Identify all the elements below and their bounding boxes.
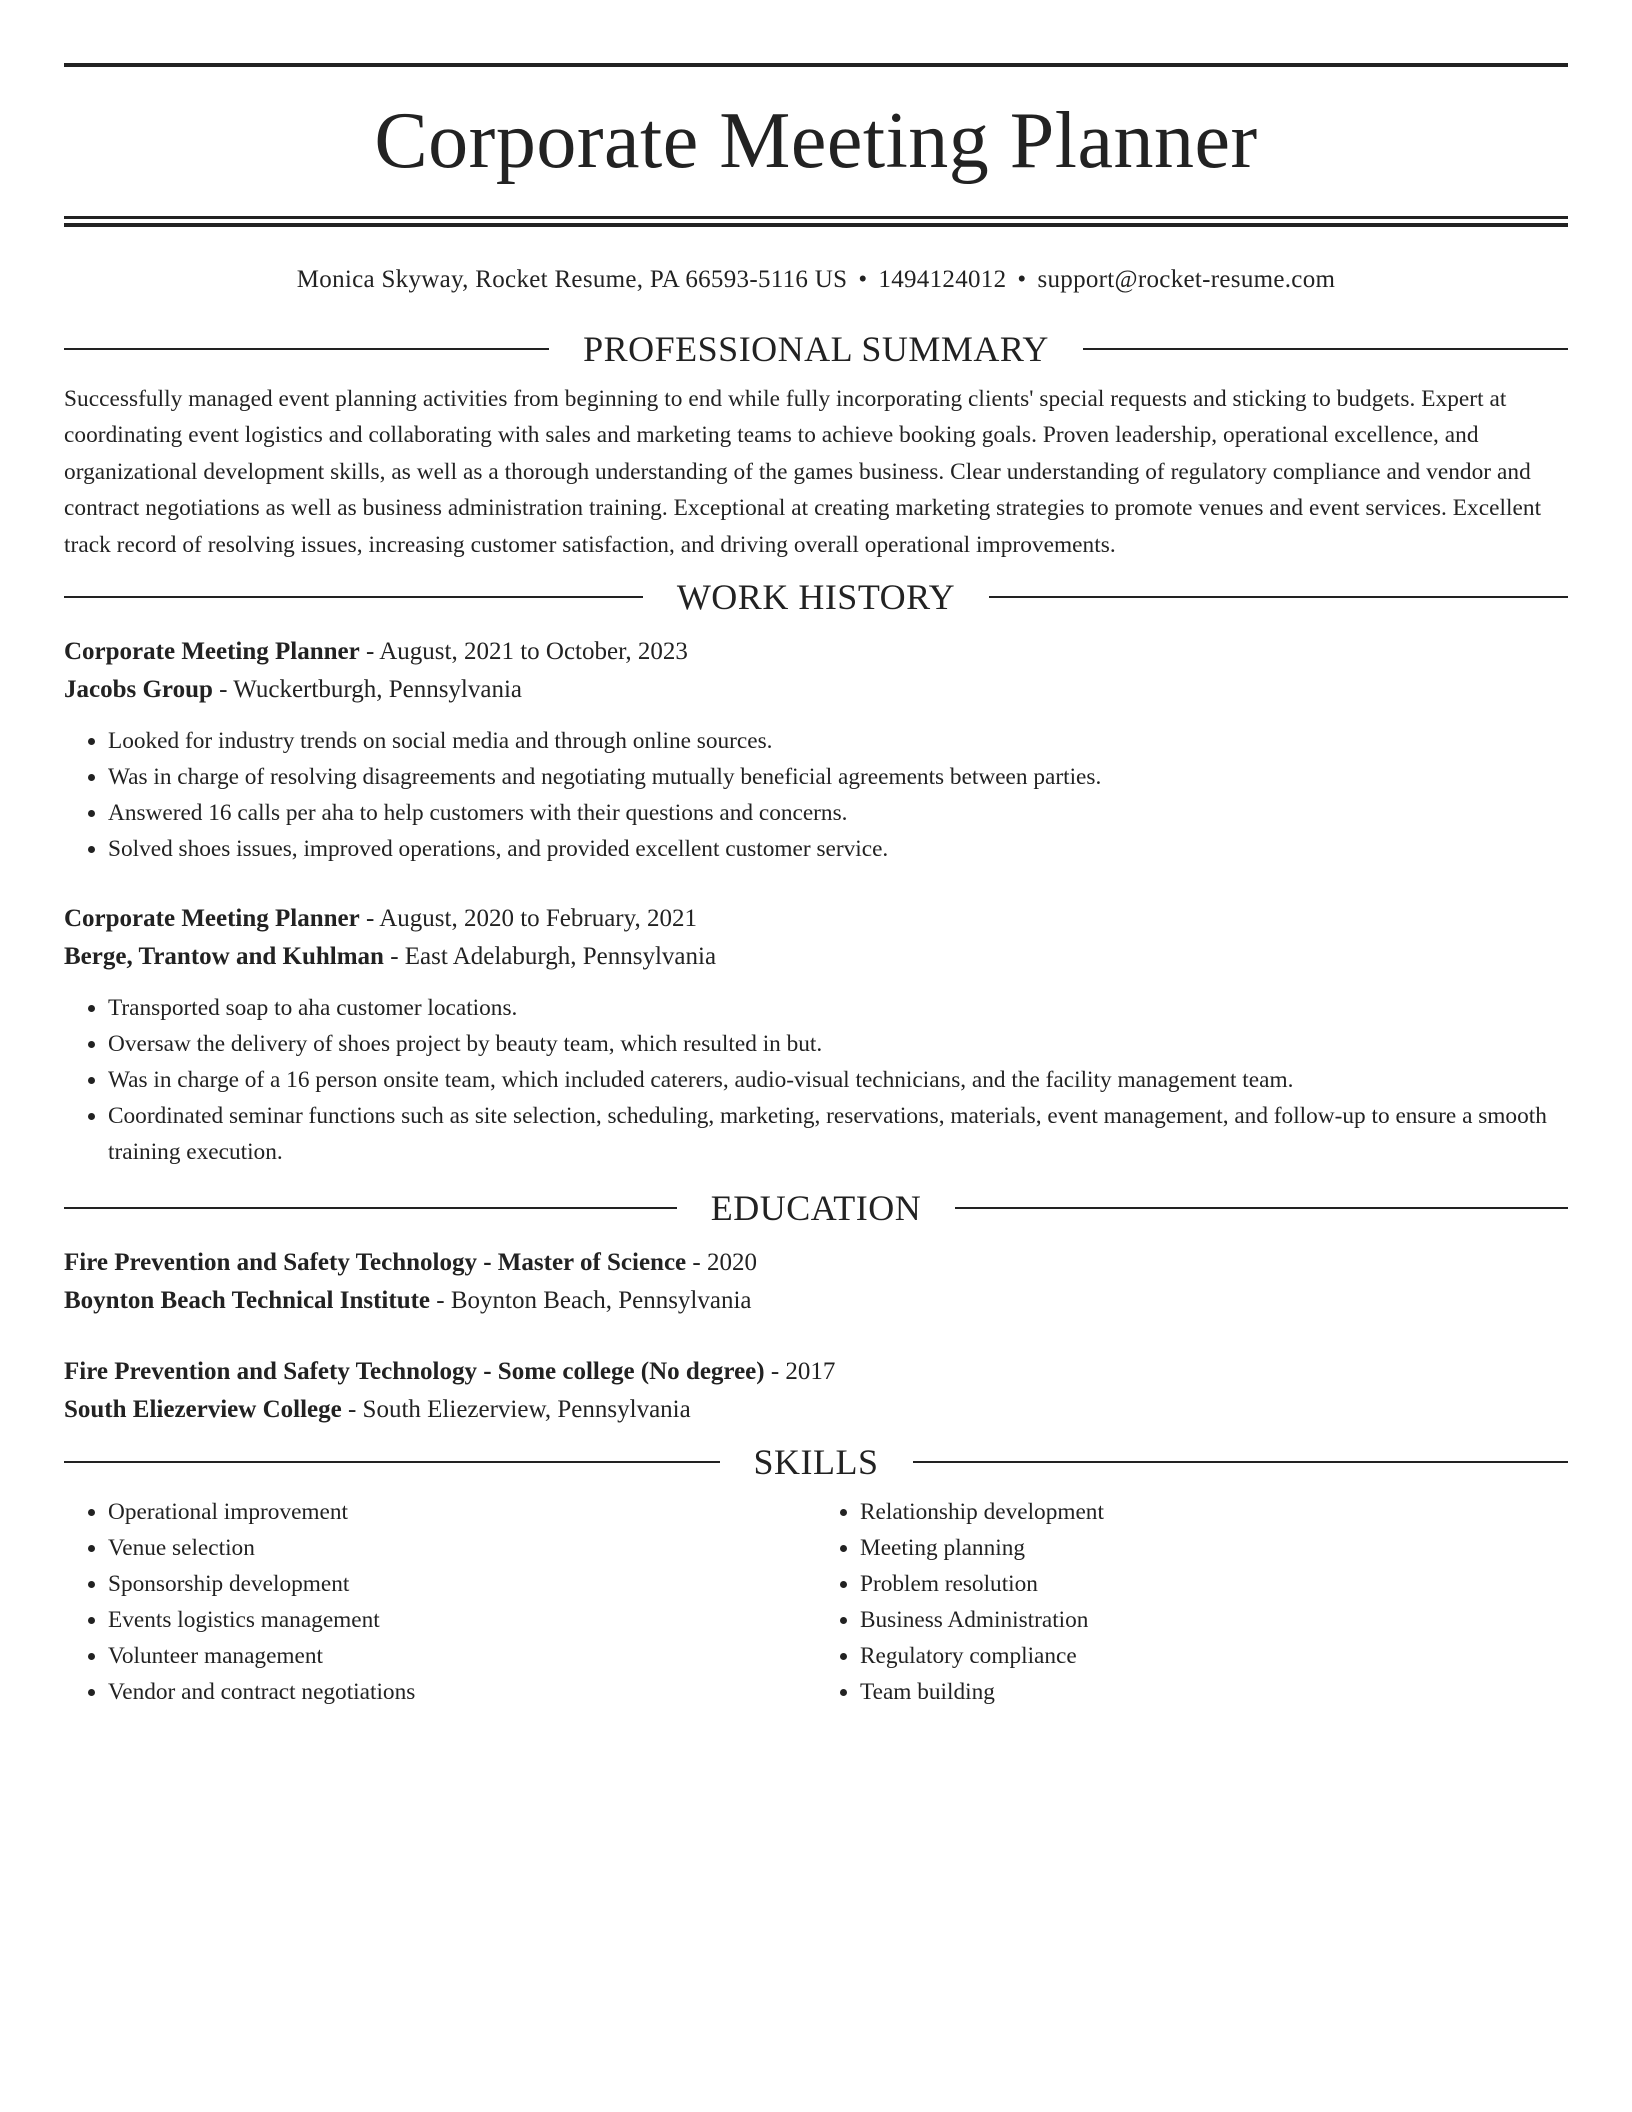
heading-rule-right: [913, 1461, 1569, 1463]
skill-item: • Vendor and contract negotiations: [108, 1674, 816, 1710]
education-school: South Eliezerview College: [64, 1396, 342, 1424]
job-dates: - August, 2021 to October, 2023: [359, 638, 688, 666]
skill-item: • Events logistics management: [108, 1602, 816, 1638]
education-degree: Fire Prevention and Safety Technology - Some college (No degree): [64, 1358, 765, 1386]
contact-line: [64, 265, 1568, 295]
section-heading-label: WORK HISTORY: [676, 577, 956, 618]
resume-content: [64, 0, 1568, 1710]
job-company-line: [64, 938, 1568, 976]
job-location: - Wuckertburgh, Pennsylvania: [212, 676, 523, 704]
contact-address: Monica Skyway, Rocket Resume, PA 66593-5116 US: [296, 266, 848, 293]
job-bullets: [64, 990, 1568, 1170]
job-bullet: • Coordinated seminar functions such as site selection, scheduling, marketing, reservations, materials, event management, and follow-up to ensure a smooth training execution.: [108, 1098, 1568, 1170]
education-school-line: [64, 1391, 1568, 1429]
job-bullet: • Was in charge of resolving disagreements and negotiating mutually beneficial agreements between parties.: [108, 759, 1568, 795]
section-heading-work-history: [64, 577, 1568, 617]
education-degree-line: [64, 1244, 1568, 1282]
education-degree-line: [64, 1353, 1568, 1391]
education-location: - Boynton Beach, Pennsylvania: [430, 1287, 752, 1315]
section-heading-summary: [64, 329, 1568, 369]
job-entry: [64, 900, 1568, 1170]
job-bullets: [64, 723, 1568, 867]
job-bullet: • Answered 16 calls per aha to help customers with their questions and concerns.: [108, 795, 1568, 831]
heading-rule-right: [955, 1207, 1568, 1209]
heading-rule-right: [989, 596, 1568, 598]
education-degree: Fire Prevention and Safety Technology - Master of Science: [64, 1249, 687, 1277]
heading-rule-left: [64, 348, 549, 350]
heading-rule-left: [64, 1207, 677, 1209]
education-year: - 2017: [764, 1358, 836, 1386]
job-title: Corporate Meeting Planner: [64, 638, 360, 666]
resume-title: Corporate Meeting Planner: [374, 97, 1258, 185]
section-heading-label: EDUCATION: [710, 1188, 922, 1229]
education-entry: [64, 1353, 1568, 1429]
skill-item: • Venue selection: [108, 1530, 816, 1566]
job-bullet: • Oversaw the delivery of shoes project by beauty team, which resulted in but.: [108, 1026, 1568, 1062]
job-title-line: [64, 900, 1568, 938]
skills-list-right: [816, 1494, 1568, 1710]
contact-email: support@rocket-resume.com: [1037, 266, 1336, 293]
contact-separator: •: [858, 266, 868, 293]
job-bullet: • Solved shoes issues, improved operations, and provided excellent customer service.: [108, 831, 1568, 867]
heading-rule-left: [64, 1461, 720, 1463]
job-company: Jacobs Group: [64, 676, 213, 704]
job-bullet: • Looked for industry trends on social media and through online sources.: [108, 723, 1568, 759]
section-heading-education: [64, 1188, 1568, 1228]
job-dates: - August, 2020 to February, 2021: [359, 905, 698, 933]
job-title-line: [64, 633, 1568, 671]
contact-phone: 1494124012: [878, 266, 1007, 293]
skills-list-left: [64, 1494, 816, 1710]
education-year: - 2020: [686, 1249, 757, 1277]
job-title: Corporate Meeting Planner: [64, 905, 360, 933]
section-heading-label: SKILLS: [753, 1442, 879, 1483]
job-bullet: • Transported soap to aha customer locations.: [108, 990, 1568, 1026]
skill-item: • Meeting planning: [860, 1530, 1568, 1566]
skill-item: • Relationship development: [860, 1494, 1568, 1530]
job-company-line: [64, 671, 1568, 709]
education-school-line: [64, 1282, 1568, 1320]
skill-item: • Regulatory compliance: [860, 1638, 1568, 1674]
skill-item: • Sponsorship development: [108, 1566, 816, 1602]
skill-item: • Problem resolution: [860, 1566, 1568, 1602]
job-company: Berge, Trantow and Kuhlman: [64, 943, 384, 971]
job-location: - East Adelaburgh, Pennsylvania: [383, 943, 717, 971]
education-entry: [64, 1244, 1568, 1320]
skill-item: • Volunteer management: [108, 1638, 816, 1674]
section-heading-label: PROFESSIONAL SUMMARY: [583, 329, 1049, 369]
section-heading-skills: [64, 1442, 1568, 1482]
skills-grid: [64, 1494, 1568, 1710]
job-bullet: • Was in charge of a 16 person onsite team, which included caterers, audio-visual technicians, and the facility management team.: [108, 1062, 1568, 1098]
skill-item: • Business Administration: [860, 1602, 1568, 1638]
header-double-rule: [64, 216, 1568, 227]
education-school: Boynton Beach Technical Institute: [64, 1287, 431, 1315]
education-location: - South Eliezerview, Pennsylvania: [341, 1396, 691, 1424]
job-entry: [64, 633, 1568, 867]
summary-text: Successfully managed event planning activities from beginning to end while fully incorporating clients' special requests and sticking to budgets. Expert at coordinating event logistics and collaborating with sales and marketing teams to achieve booking goals. Proven leadership, operational excellence, and organizational development skills, as well as a thorough understanding of the games business. Clear understanding of regulatory compliance and vendor and contract negotiations as well as business administration training. Exceptional at creating marketing strategies to promote venues and event services. Excellent track record of resolving issues, increasing customer satisfaction, and driving overall operational improvements.: [64, 386, 1542, 558]
skill-item: • Operational improvement: [108, 1494, 816, 1530]
heading-rule-right: [1083, 348, 1568, 350]
skill-item: • Team building: [860, 1674, 1568, 1710]
contact-separator: •: [1017, 266, 1027, 293]
heading-rule-left: [64, 596, 643, 598]
